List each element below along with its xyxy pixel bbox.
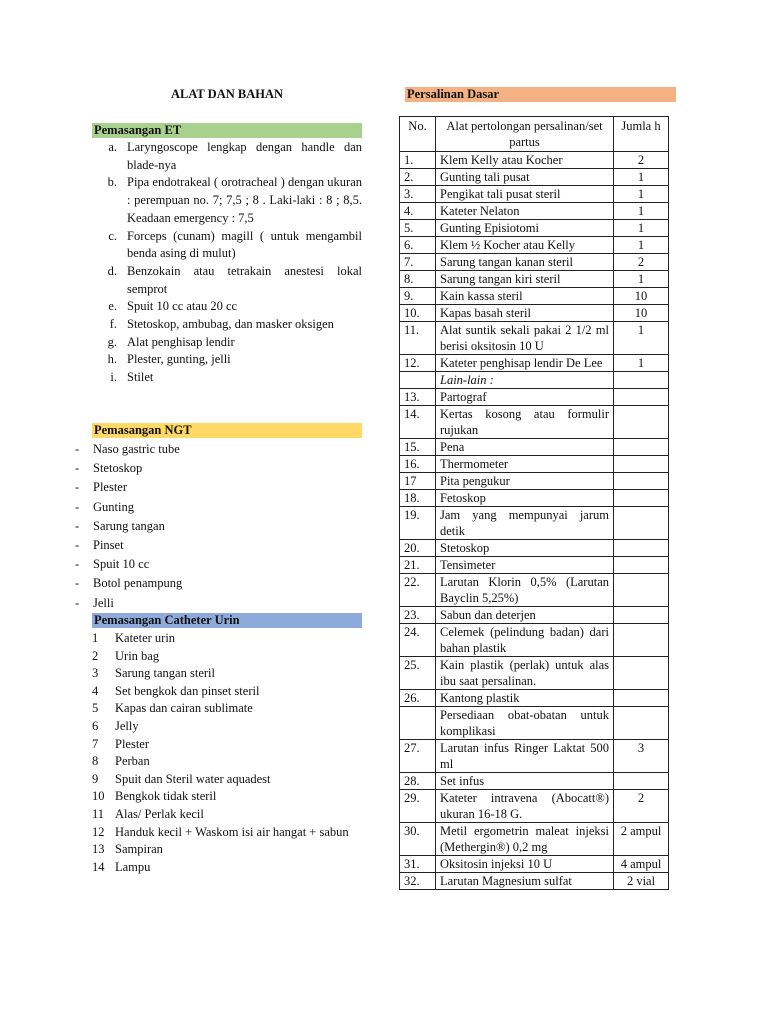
list-marker: f. <box>109 317 117 332</box>
row-item: Sarung tangan kanan steril <box>436 254 614 271</box>
list-marker: - <box>75 499 80 514</box>
row-number: 20. <box>400 540 436 557</box>
row-number: 13. <box>400 389 436 406</box>
row-quantity: 2 <box>614 152 669 169</box>
table-row <box>400 254 669 271</box>
row-quantity <box>614 490 669 507</box>
row-quantity <box>614 690 669 707</box>
row-number: 5. <box>400 220 436 237</box>
row-number: 30. <box>400 823 436 856</box>
table-row <box>400 406 669 439</box>
row-number: 16. <box>400 456 436 473</box>
list-item <box>92 139 362 174</box>
list-item-text: Stilet <box>127 370 154 385</box>
list-item-text: Gunting <box>93 499 134 514</box>
row-quantity <box>614 657 669 690</box>
section-header-persalinan: Persalinan Dasar <box>405 87 676 102</box>
row-number <box>400 707 436 740</box>
column-header-item: Alat pertolongan persalinan/set partus <box>436 117 614 152</box>
row-number <box>400 372 436 389</box>
list-item-text: Spuit 10 cc atau 20 cc <box>127 299 238 314</box>
list-marker: d. <box>107 263 117 278</box>
row-number: 24. <box>400 624 436 657</box>
table-row <box>400 873 669 890</box>
row-item: Sarung tangan kiri steril <box>436 271 614 288</box>
list-marker: 2 <box>92 648 99 663</box>
list-item <box>92 665 362 683</box>
list-item-text: Kapas dan cairan sublimate <box>115 701 253 716</box>
list-marker: 3 <box>92 666 99 681</box>
row-quantity <box>614 707 669 740</box>
column-header-no: No. <box>400 117 436 152</box>
row-number: 31. <box>400 856 436 873</box>
list-item-text: Naso gastric tube <box>93 442 180 456</box>
row-quantity <box>614 624 669 657</box>
row-quantity: 1 <box>614 355 669 372</box>
row-item: Klem ½ Kocher atau Kelly <box>436 237 614 254</box>
row-item: Kain plastik (perlak) untuk alas ibu saat persalinan. <box>436 657 614 690</box>
list-item <box>92 174 362 227</box>
row-quantity: 1 <box>614 237 669 254</box>
table-row <box>400 607 669 624</box>
list-item-text: Sarung tangan <box>93 518 165 533</box>
row-number: 3. <box>400 186 436 203</box>
row-item: Set infus <box>436 773 614 790</box>
list-marker: - <box>75 538 80 553</box>
row-item: Stetoskop <box>436 540 614 557</box>
list-item-text: Jelly <box>115 718 139 733</box>
list-item <box>92 316 362 334</box>
list-item <box>92 334 362 352</box>
list-marker: 13 <box>92 842 105 857</box>
row-item: Larutan Magnesium sulfat <box>436 873 614 890</box>
row-item: Kateter Nelaton <box>436 203 614 220</box>
row-item: Sabun dan deterjen <box>436 607 614 624</box>
row-number: 15. <box>400 439 436 456</box>
list-marker: 11 <box>92 806 105 821</box>
list-marker: h. <box>107 352 117 367</box>
list-item-text: Pipa endotrakeal ( orotracheal ) dengan ukuran : perempuan no. 7; 7,5 ; 8 . Laki-laki : 8 ; 8,5. Keadaan emergency : 7,5 <box>127 175 362 225</box>
table-row <box>400 439 669 456</box>
row-number: 29. <box>400 790 436 823</box>
list-item <box>92 228 362 263</box>
list-item-text: Pinset <box>93 538 124 553</box>
table-row <box>400 169 669 186</box>
row-number: 28. <box>400 773 436 790</box>
list-marker: - <box>75 595 80 610</box>
list-item <box>75 440 362 459</box>
row-item: Pengikat tali pusat steril <box>436 186 614 203</box>
table-row <box>400 740 669 773</box>
row-item: Gunting Episiotomi <box>436 220 614 237</box>
row-quantity: 3 <box>614 740 669 773</box>
list-item <box>75 536 362 555</box>
table-body <box>400 152 669 890</box>
list-item-text: Alas/ Perlak kecil <box>115 806 204 821</box>
list-item-text: Stetoskop, ambubag, dan masker oksigen <box>127 317 334 332</box>
row-number: 1. <box>400 152 436 169</box>
catheter-list <box>92 630 362 876</box>
list-item <box>75 459 362 478</box>
list-item <box>92 298 362 316</box>
table-row <box>400 355 669 372</box>
row-number: 22. <box>400 574 436 607</box>
row-item: Klem Kelly atau Kocher <box>436 152 614 169</box>
list-item-text: Stetoskop <box>93 461 143 476</box>
table-row <box>400 186 669 203</box>
row-quantity: 10 <box>614 288 669 305</box>
row-item: Pita pengukur <box>436 473 614 490</box>
row-number: 23. <box>400 607 436 624</box>
row-item: Alat suntik sekali pakai 2 1/2 ml berisi oksitosin 10 U <box>436 322 614 355</box>
row-item: Kantong plastik <box>436 690 614 707</box>
table-row <box>400 305 669 322</box>
row-item: Larutan infus Ringer Laktat 500 ml <box>436 740 614 773</box>
list-marker: 5 <box>92 701 99 716</box>
row-quantity <box>614 507 669 540</box>
table-row <box>400 322 669 355</box>
list-item <box>92 753 362 771</box>
table-row <box>400 271 669 288</box>
list-item <box>92 736 362 754</box>
list-item <box>92 263 362 298</box>
table-row <box>400 456 669 473</box>
table-row <box>400 490 669 507</box>
row-number: 21. <box>400 557 436 574</box>
row-number: 17 <box>400 473 436 490</box>
list-marker: 1 <box>92 631 99 645</box>
row-item: Jam yang mempunyai jarum detik <box>436 507 614 540</box>
row-number: 6. <box>400 237 436 254</box>
row-number: 12. <box>400 355 436 372</box>
list-item-text: Sampiran <box>115 842 163 857</box>
row-quantity <box>614 473 669 490</box>
row-quantity: 1 <box>614 203 669 220</box>
list-marker: - <box>75 442 80 456</box>
list-item-text: Kateter urin <box>115 631 176 645</box>
table-row <box>400 220 669 237</box>
list-item-text: Forceps (cunam) magill ( untuk mengambil benda asing di mulut) <box>127 228 362 261</box>
table-row <box>400 624 669 657</box>
table-row <box>400 203 669 220</box>
row-number: 8. <box>400 271 436 288</box>
list-marker: 12 <box>92 824 105 839</box>
row-number: 14. <box>400 406 436 439</box>
table-row <box>400 790 669 823</box>
table-header-row <box>400 117 669 152</box>
row-quantity <box>614 557 669 574</box>
list-marker: 7 <box>92 736 99 751</box>
list-item-text: Handuk kecil + Waskom isi air hangat + sabun <box>115 824 349 839</box>
list-item <box>92 369 362 387</box>
section-header-et: Pemasangan ET <box>92 123 362 138</box>
row-number: 2. <box>400 169 436 186</box>
row-item: Kain kassa steril <box>436 288 614 305</box>
row-quantity: 1 <box>614 169 669 186</box>
row-number: 27. <box>400 740 436 773</box>
list-marker: 8 <box>92 754 99 769</box>
row-number: 10. <box>400 305 436 322</box>
row-item: Pena <box>436 439 614 456</box>
row-quantity <box>614 406 669 439</box>
list-marker: 4 <box>92 683 99 698</box>
row-quantity: 1 <box>614 186 669 203</box>
row-item: Partograf <box>436 389 614 406</box>
row-quantity <box>614 389 669 406</box>
list-item-text: Spuit 10 cc <box>93 557 150 572</box>
list-marker: - <box>75 461 80 476</box>
ngt-list <box>75 440 362 613</box>
row-quantity: 1 <box>614 322 669 355</box>
list-item-text: Bengkok tidak steril <box>115 789 217 804</box>
list-marker: g. <box>107 334 117 349</box>
table-row <box>400 557 669 574</box>
table-row <box>400 707 669 740</box>
list-item <box>92 630 362 648</box>
list-item <box>75 478 362 497</box>
list-item <box>75 517 362 536</box>
row-item: Fetoskop <box>436 490 614 507</box>
row-quantity: 2 ampul <box>614 823 669 856</box>
table-row <box>400 856 669 873</box>
row-quantity <box>614 574 669 607</box>
row-item: Metil ergometrin maleat injeksi (Methergin®) 0,2 mg <box>436 823 614 856</box>
row-item: Tensimeter <box>436 557 614 574</box>
row-item: Thermometer <box>436 456 614 473</box>
row-number: 7. <box>400 254 436 271</box>
table-row <box>400 773 669 790</box>
list-marker: e. <box>108 299 117 314</box>
column-header-qty: Jumla h <box>614 117 669 152</box>
list-item-text: Plester <box>93 480 128 495</box>
list-item-text: Plester <box>115 736 150 751</box>
row-number: 26. <box>400 690 436 707</box>
table-row <box>400 540 669 557</box>
list-marker: 9 <box>92 771 99 786</box>
list-marker: c. <box>108 228 117 243</box>
list-item-text: Alat penghisap lendir <box>127 334 235 349</box>
table-row <box>400 823 669 856</box>
row-quantity <box>614 372 669 389</box>
list-item <box>92 771 362 789</box>
row-item: Gunting tali pusat <box>436 169 614 186</box>
row-item: Celemek (pelindung badan) dari bahan plastik <box>436 624 614 657</box>
row-number: 11. <box>400 322 436 355</box>
list-item <box>75 594 362 613</box>
table-row <box>400 574 669 607</box>
list-item <box>92 351 362 369</box>
row-quantity: 10 <box>614 305 669 322</box>
list-item <box>92 859 362 877</box>
list-item <box>92 648 362 666</box>
list-marker: 10 <box>92 789 105 804</box>
row-item: Oksitosin injeksi 10 U <box>436 856 614 873</box>
table-row <box>400 690 669 707</box>
list-marker: - <box>75 480 80 495</box>
table-row <box>400 507 669 540</box>
section-header-ngt: Pemasangan NGT <box>92 423 362 438</box>
list-marker: 6 <box>92 718 99 733</box>
page-title: ALAT DAN BAHAN <box>170 87 284 101</box>
list-item <box>92 824 362 842</box>
row-quantity: 2 vial <box>614 873 669 890</box>
row-item: Lain-lain : <box>436 372 614 389</box>
list-marker: - <box>75 557 80 572</box>
table-row <box>400 389 669 406</box>
row-number: 4. <box>400 203 436 220</box>
list-item-text: Spuit dan Steril water aquadest <box>115 771 271 786</box>
list-item-text: Lampu <box>115 859 151 874</box>
row-number: 9. <box>400 288 436 305</box>
row-quantity: 4 ampul <box>614 856 669 873</box>
list-item-text: Jelli <box>93 595 114 610</box>
row-number: 25. <box>400 657 436 690</box>
row-item: Kateter penghisap lendir De Lee <box>436 355 614 372</box>
list-item-text: Perban <box>115 754 150 769</box>
row-quantity <box>614 540 669 557</box>
table-row <box>400 152 669 169</box>
list-item-text: Plester, gunting, jelli <box>127 352 231 367</box>
list-item-text: Urin bag <box>115 648 160 663</box>
row-quantity: 1 <box>614 271 669 288</box>
row-quantity <box>614 456 669 473</box>
list-item <box>92 788 362 806</box>
row-item: Persediaan obat-obatan untuk komplikasi <box>436 707 614 740</box>
list-marker: i. <box>110 370 117 385</box>
table-row <box>400 473 669 490</box>
et-list <box>92 139 362 387</box>
row-number: 32. <box>400 873 436 890</box>
row-quantity <box>614 439 669 456</box>
list-item <box>75 574 362 593</box>
list-item-text: Benzokain atau tetrakain anestesi lokal semprot <box>127 263 362 296</box>
list-item <box>75 555 362 574</box>
row-quantity <box>614 773 669 790</box>
list-marker: a. <box>108 140 117 154</box>
row-number: 18. <box>400 490 436 507</box>
list-item <box>92 718 362 736</box>
section-header-catheter: Pemasangan Catheter Urin <box>92 613 362 628</box>
persalinan-table <box>399 116 669 890</box>
row-item: Kapas basah steril <box>436 305 614 322</box>
list-item-text: Laryngoscope lengkap dengan handle dan blade-nya <box>127 140 362 172</box>
list-marker: 14 <box>92 859 105 874</box>
list-item <box>92 841 362 859</box>
list-item <box>92 700 362 718</box>
row-quantity <box>614 607 669 624</box>
list-marker: - <box>75 576 80 591</box>
list-item <box>75 498 362 517</box>
table-row <box>400 237 669 254</box>
table-row <box>400 372 669 389</box>
row-quantity: 1 <box>614 220 669 237</box>
list-item-text: Botol penampung <box>93 576 183 591</box>
row-number: 19. <box>400 507 436 540</box>
row-quantity: 2 <box>614 254 669 271</box>
table-row <box>400 288 669 305</box>
list-item <box>92 806 362 824</box>
row-item: Kateter intravena (Abocatt®) ukuran 16-18 G. <box>436 790 614 823</box>
list-marker: b. <box>107 175 117 190</box>
list-marker: - <box>75 518 80 533</box>
list-item-text: Sarung tangan steril <box>115 666 215 681</box>
table-row <box>400 657 669 690</box>
row-item: Larutan Klorin 0,5% (Larutan Bayclin 5,25%) <box>436 574 614 607</box>
list-item <box>92 683 362 701</box>
row-item: Kertas kosong atau formulir rujukan <box>436 406 614 439</box>
list-item-text: Set bengkok dan pinset steril <box>115 683 260 698</box>
row-quantity: 2 <box>614 790 669 823</box>
